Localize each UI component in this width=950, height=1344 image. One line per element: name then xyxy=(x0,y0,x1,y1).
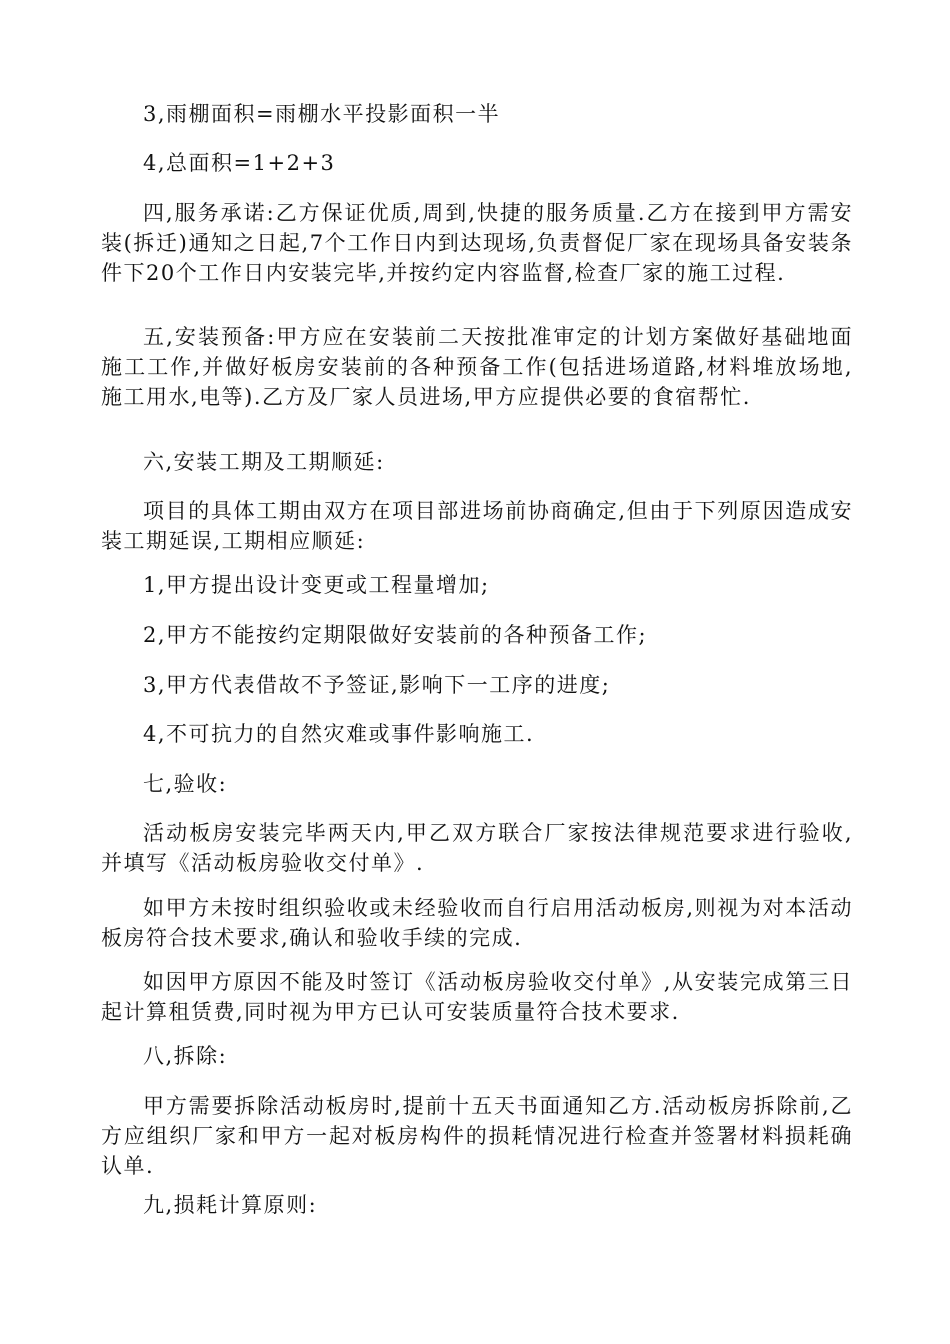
heading-loss-calculation: 九,损耗计算原则: xyxy=(143,1193,318,1217)
list-item-force-majeure: 4,不可抗力的自然灾难或事件影响施工. xyxy=(143,722,535,746)
paragraph-dismantling-process: 甲方需要拆除活动板房时,提前十五天书面通知乙方.活动板房拆除前,乙方应组织厂家和甲方一起对板房构件的损耗情况进行检查并签署材料损耗确认单. xyxy=(101,1094,853,1178)
paragraph-total-area: 4,总面积=1+2+3 xyxy=(143,151,336,175)
list-item-preparation-delay: 2,甲方不能按约定期限做好安装前的各种预备工作; xyxy=(143,623,648,647)
paragraph-acceptance-process: 活动板房安装完毕两天内,甲乙双方联合厂家按法律规范要求进行验收,并填写《活动板房验收交付单》. xyxy=(101,821,853,875)
list-item-certification-delay: 3,甲方代表借故不予签证,影响下一工序的进度; xyxy=(143,673,611,697)
heading-acceptance: 七,验收: xyxy=(143,772,228,796)
paragraph-schedule-terms: 项目的具体工期由双方在项目部进场前协商确定,但由于下列原因造成安装工期延误,工期相应顺延: xyxy=(101,499,853,553)
heading-schedule-extension: 六,安装工期及工期顺延: xyxy=(143,450,385,474)
paragraph-deemed-acceptance: 如甲方未按时组织验收或未经验收而自行启用活动板房,则视为对本活动板房符合技术要求,确认和验收手续的完成. xyxy=(101,896,853,950)
paragraph-installation-preparation: 五,安装预备:甲方应在安装前二天按批准审定的计划方案做好基础地面施工工作,并做好板房安装前的各种预备工作(包括进场道路,材料堆放场地,施工用水,电等).乙方及厂家人员进场,甲方应提供必要的食宿帮忙. xyxy=(101,325,853,409)
paragraph-rental-calculation: 如因甲方原因不能及时签订《活动板房验收交付单》,从安装完成第三日起计算租赁费,同时视为甲方已认可安装质量符合技术要求. xyxy=(101,970,853,1024)
paragraph-service-commitment: 四,服务承诺:乙方保证优质,周到,快捷的服务质量.乙方在接到甲方需安装(拆迁)通知之日起,7个工作日内到达现场,负责督促厂家在现场具备安装条件下20个工作日内安装完毕,并按约定内容监督,检查厂家的施工过程. xyxy=(101,201,853,285)
heading-dismantling: 八,拆除: xyxy=(143,1044,228,1068)
paragraph-canopy-area: 3,雨棚面积=雨棚水平投影面积一半 xyxy=(143,102,501,126)
list-item-design-change: 1,甲方提出设计变更或工程量增加; xyxy=(143,573,490,597)
